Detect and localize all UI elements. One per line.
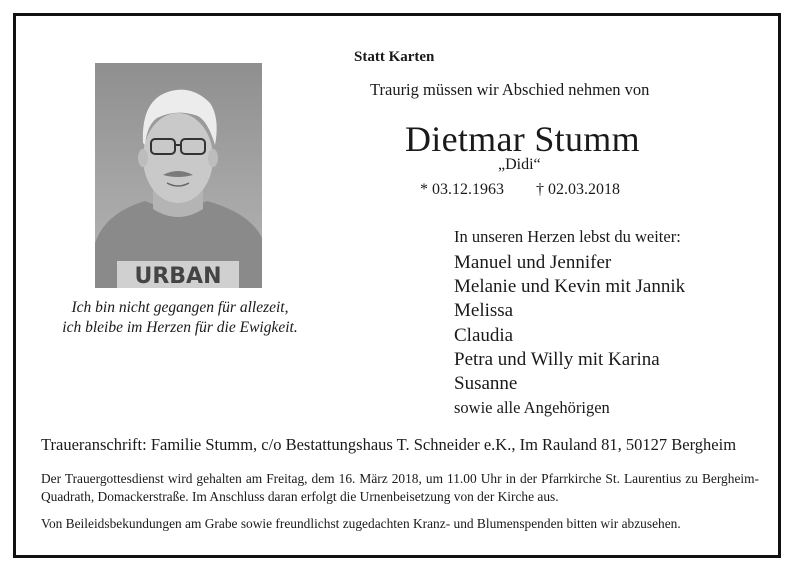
- memorial-quote: [40, 298, 320, 338]
- family-member: Petra und Willy mit Karina: [454, 348, 660, 370]
- family-member: Manuel und Jennifer: [454, 252, 612, 273]
- deceased-name: Dietmar Stumm: [405, 119, 640, 159]
- relatives-line: sowie alle Angehörigen: [454, 398, 610, 417]
- family-member: Susanne: [454, 373, 518, 395]
- condolence-paragraph: Von Beileidsbekundungen am Grabe sowie freundlichst zugedachten Kranz- und Blumenspenden bitten wir abzusehen.: [41, 516, 681, 531]
- statt-karten-label: Statt Karten: [354, 49, 435, 65]
- mourning-address: Traueranschrift: Familie Stumm, c/o Bestattungshaus T. Schneider e.K., Im Rauland 81, 50127 Bergheim: [41, 435, 737, 454]
- family-member: Claudia: [454, 324, 514, 346]
- family-member: Melanie und Kevin mit Jannik: [454, 276, 686, 298]
- shirt-print-text: URBAN: [134, 264, 222, 288]
- family-member: Melissa: [454, 300, 514, 322]
- quote-line: Ich bin nicht gegangen für allezeit,: [71, 299, 289, 316]
- service-paragraph: Der Trauergottesdienst wird gehalten am Freitag, dem 16. März 2018, um 11.00 Uhr in der Pfarrkirche St. Laurentius zu Bergheim-Quadrath, Domackerstraße. Im Anschluss daran erfolgt die Urnenbeisetzung von der Kirche aus.: [41, 471, 759, 504]
- family-list: [454, 251, 685, 396]
- family-intro: In unseren Herzen lebst du weiter:: [454, 227, 681, 246]
- portrait-photo: [95, 63, 262, 288]
- deceased-nickname: „Didi“: [498, 156, 541, 173]
- death-date: † 02.03.2018: [536, 181, 620, 198]
- intro-line: Traurig müssen wir Abschied nehmen von: [370, 80, 650, 99]
- birth-date: * 03.12.1963: [420, 181, 504, 198]
- quote-line: ich bleibe im Herzen für die Ewigkeit.: [62, 319, 298, 336]
